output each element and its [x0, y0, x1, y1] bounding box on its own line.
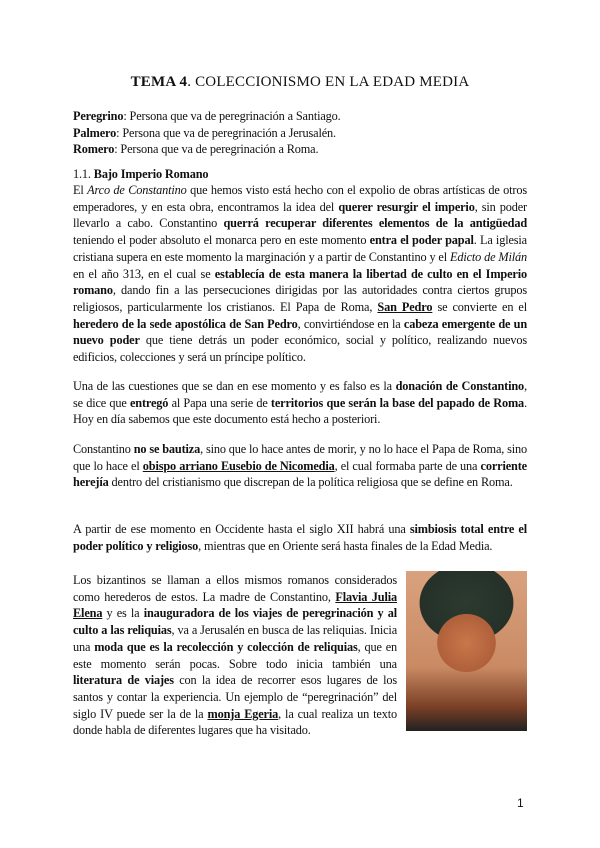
text-run: , mientras que en Oriente será hasta finales de la Edad Media.	[198, 538, 493, 553]
text-run: : Persona que va de peregrinación a Santiago.	[123, 109, 341, 123]
text-run: dentro del cristianismo que discrepan de la política religiosa que se define en Roma.	[108, 475, 513, 490]
text-run: y es la	[102, 606, 144, 621]
text-run: A partir de ese momento en Occidente hasta el siglo XII habrá una	[73, 522, 410, 536]
text-run: 1.1.	[73, 167, 94, 181]
italic-text: Arco de Constantino	[87, 183, 187, 197]
paragraph	[73, 572, 397, 739]
text-run: , sino que lo hace antes de morir, y no lo hace el Papa de Roma, sino que lo hace el	[73, 442, 528, 473]
paragraph	[73, 441, 527, 491]
bold-text: inauguradora de los viajes de peregrinación y al culto a las reliquias	[73, 606, 397, 638]
bold-text: Flavia Julia Elena	[73, 589, 397, 621]
text-run: , dando fin a las persecuciones dirigidas por las autoridades contra ciertos grupos religiosos, particularmente los cristianos. El Papa de Roma,	[73, 283, 527, 314]
text-run: , la cual realiza un texto donde habla de diferentes lugares que ha visitado.	[73, 706, 397, 738]
text-run: , va a Jerusalén en busca de las reliquias. Inicia una	[73, 623, 397, 654]
bold-text: querer resurgir el imperio	[338, 199, 475, 214]
text-run: , que en este momento serán pocas. Sobre todo inicia también una	[73, 639, 398, 671]
text-run: se convierte en el	[432, 299, 527, 314]
bold-text: Bajo Imperio Romano	[93, 167, 209, 181]
text-run: en el año 313, en el cual se	[73, 266, 215, 281]
text-run: Constantino	[73, 442, 134, 456]
text-run: que tiene detrás un poder económico, social y político, realizando nuevos edificios, colecciones y será un príncipe político.	[73, 333, 527, 365]
text-run: teniendo el poder absoluto el monarca pero en este momento	[73, 233, 370, 248]
title-number: TEMA 4	[130, 74, 188, 90]
title-text: . COLECCIONISMO EN LA EDAD MEDIA	[187, 74, 470, 90]
section-heading	[73, 166, 527, 183]
bold-text: moda que es la recolección y colección de reliquias	[94, 639, 358, 654]
bold-text: simbiosis total entre el poder político y religioso	[73, 522, 528, 553]
bold-text: entregó	[129, 395, 169, 410]
paragraph	[73, 521, 527, 554]
bold-text: donación de Constantino	[395, 379, 525, 393]
text-run: . La iglesia cristiana supera en este momento la marginación y a partir de Constantino y el	[73, 233, 527, 264]
bold-text: literatura de viajes	[73, 673, 174, 688]
text-run: El	[73, 183, 88, 197]
bold-text: corriente herejía	[73, 458, 527, 490]
definitions	[73, 108, 527, 158]
text-run: con la idea de recorrer esos lugares de los santos y contar la experiencia. Un ejemplo de “peregrinación” del siglo IV puede ser la de la	[73, 673, 397, 721]
bold-text: territorios que serán la base del papado de Roma	[270, 395, 525, 410]
bold-text: Romero	[73, 142, 115, 157]
page-number: 1	[517, 796, 524, 810]
bold-text: obispo arriano Eusebio de Nicomedia	[142, 458, 335, 473]
text-run: Los bizantinos se llaman a ellos mismos romanos considerados como herederos de estos. La madre de Constantino,	[73, 573, 397, 604]
text-run: : Persona que va de peregrinación a Jerusalén.	[116, 125, 336, 140]
text-run: , se dice que	[73, 379, 527, 410]
italic-text: Edicto de Milán	[449, 249, 527, 264]
paragraph	[73, 182, 527, 366]
bold-text: establecía de esta manera la libertad de culto en el Imperio romano	[73, 266, 527, 298]
definition-peregrino	[73, 108, 527, 125]
text-run: , el cual formaba parte de una	[334, 458, 481, 473]
text-run: , convirtiéndose en la	[297, 316, 404, 331]
bold-text: entra el poder papal	[369, 233, 474, 248]
text-run: al Papa una serie de	[168, 395, 271, 410]
text-run: Una de las cuestiones que se dan en ese momento y es falso es la	[73, 379, 396, 393]
page-title	[0, 74, 600, 91]
bold-text: no se bautiza	[133, 442, 201, 456]
bold-text: monja Egeria	[207, 706, 279, 721]
text-run: que hemos visto está hecho con el expolio de obras artísticas de otros emperadores, y en esta obra, encontramos la idea del	[73, 183, 528, 214]
bold-text: querrá recuperar diferentes elementos de la antigüedad	[223, 216, 528, 231]
bold-text: cabeza emergente de un nuevo poder	[73, 316, 528, 348]
text-run: , sin poder llevarlo a cabo. Constantino	[73, 199, 527, 231]
paragraph	[73, 378, 527, 428]
fayum-portrait-image	[406, 571, 527, 731]
bold-text: Palmero	[73, 125, 117, 140]
definition-palmero	[73, 125, 527, 142]
text-run: : Persona que va de peregrinación a Roma.	[114, 142, 319, 157]
bold-text: heredero de la sede apostólica de San Pedro	[73, 316, 298, 331]
definition-romero	[73, 141, 527, 158]
bold-text: Peregrino	[73, 109, 124, 123]
text-run: . Hoy en día sabemos que este documento está hecho a posteriori.	[73, 395, 527, 427]
bold-text: San Pedro	[377, 299, 433, 314]
